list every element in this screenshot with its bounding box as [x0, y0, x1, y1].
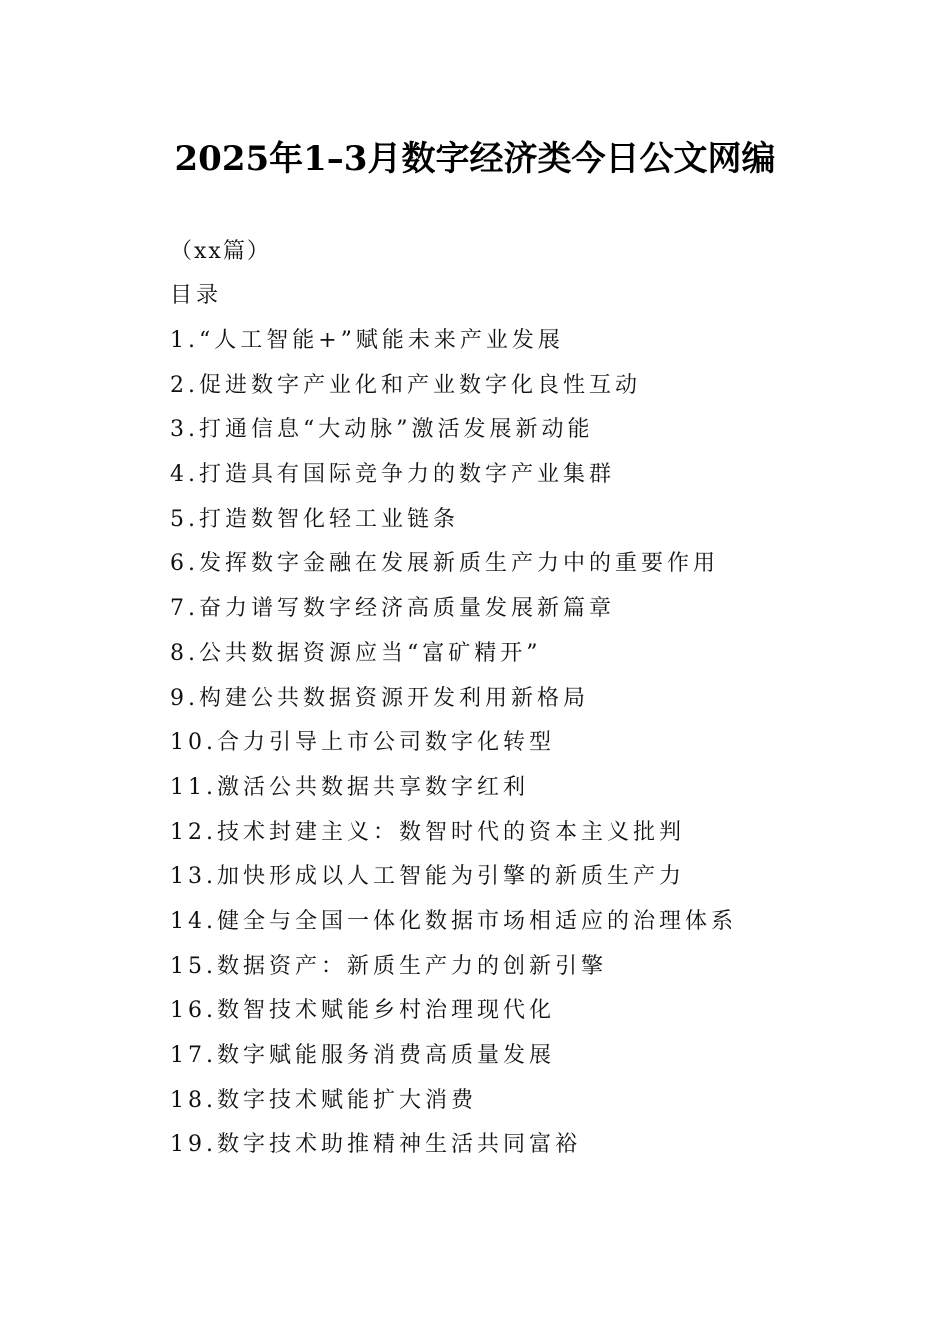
toc-item-16: 16.数智技术赋能乡村治理现代化 [170, 998, 555, 1024]
article-count: （xx篇） [170, 239, 271, 264]
toc-item-3: 3.打通信息“大动脉”激活发展新动能 [170, 417, 594, 443]
toc-item-15: 15.数据资产：新质生产力的创新引擎 [170, 953, 607, 979]
toc-item-14: 14.健全与全国一体化数据市场相适应的治理体系 [170, 908, 737, 934]
document-title: 2025年1–3月数字经济类今日公文网编 [174, 139, 776, 179]
toc-item-19: 19.数字技术助推精神生活共同富裕 [170, 1132, 581, 1158]
toc-list [170, 325, 870, 1174]
toc-item-7: 7.奋力谱写数字经济高质量发展新篇章 [170, 596, 615, 622]
toc-item-10: 10.合力引导上市公司数字化转型 [170, 730, 555, 756]
toc-item-11: 11.激活公共数据共享数字红利 [170, 774, 529, 800]
toc-item-9: 9.构建公共数据资源开发利用新格局 [170, 685, 589, 711]
toc-item-17: 17.数字赋能服务消费高质量发展 [170, 1043, 555, 1068]
toc-heading: 目录 [170, 283, 223, 308]
toc-item-1: 1.“人工智能+”赋能未来产业发展 [170, 328, 564, 353]
toc-item-4: 4.打造具有国际竞争力的数字产业集群 [170, 462, 615, 488]
toc-item-18: 18.数字技术赋能扩大消费 [170, 1087, 477, 1113]
toc-item-12: 12.技术封建主义：数智时代的资本主义批判 [170, 819, 685, 845]
toc-item-2: 2.促进数字产业化和产业数字化良性互动 [170, 372, 641, 398]
toc-item-13: 13.加快形成以人工智能为引擎的新质生产力 [170, 864, 685, 890]
toc-item-6: 6.发挥数字金融在发展新质生产力中的重要作用 [170, 551, 719, 577]
toc-item-8: 8.公共数据资源应当“富矿精开” [170, 640, 542, 666]
toc-item-5: 5.打造数智化轻工业链条 [170, 506, 459, 532]
